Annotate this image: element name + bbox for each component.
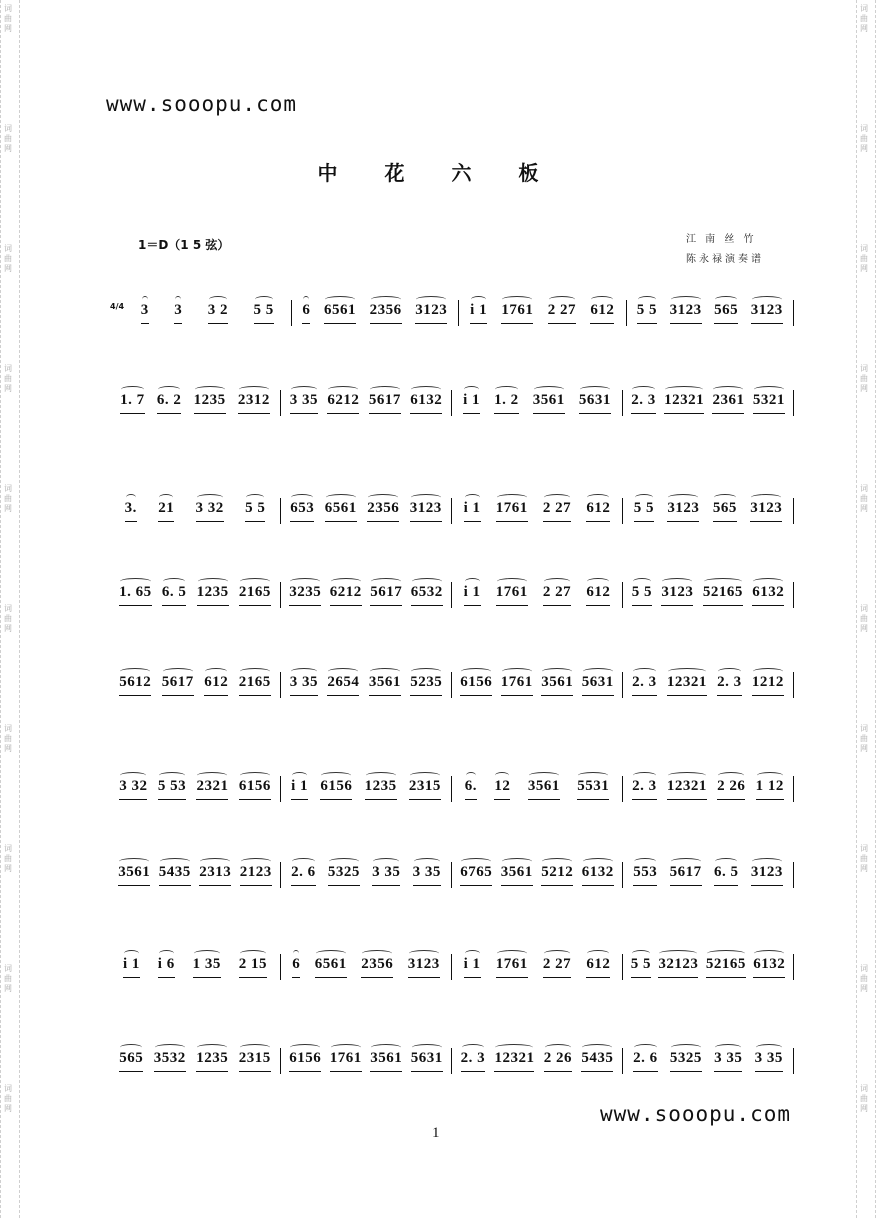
measure-group bbox=[110, 658, 794, 702]
barline bbox=[793, 1048, 794, 1074]
note-group: 5531 bbox=[577, 778, 609, 800]
note-group: 2 27 bbox=[543, 584, 571, 606]
watermark-label: 词 曲 网 bbox=[4, 964, 12, 993]
note-group: 1761 bbox=[330, 1050, 362, 1072]
notation-row bbox=[110, 940, 794, 984]
note-group: i 1 bbox=[464, 500, 481, 522]
measure bbox=[110, 568, 280, 612]
note-group: 6 bbox=[292, 956, 300, 978]
watermark-label: 词 曲 网 bbox=[860, 964, 868, 993]
note-group: 565 bbox=[713, 500, 737, 522]
note-group: 3 2 bbox=[208, 302, 228, 324]
measure bbox=[124, 286, 291, 330]
note-group: 32123 bbox=[658, 956, 698, 978]
note-group: 6132 bbox=[410, 392, 442, 414]
note-group: 2165 bbox=[239, 584, 271, 606]
barline bbox=[793, 954, 794, 980]
genre-credit: 江 南 丝 竹 bbox=[686, 234, 757, 245]
note-group: 52165 bbox=[703, 584, 743, 606]
note-group: 2 26 bbox=[717, 778, 745, 800]
page-number: 1 bbox=[432, 1125, 440, 1141]
note-group: 1761 bbox=[496, 956, 528, 978]
measure-group bbox=[110, 848, 794, 892]
barline bbox=[793, 582, 794, 608]
notation-row bbox=[110, 848, 794, 892]
measure bbox=[281, 1034, 451, 1078]
note-group: i 1 bbox=[291, 778, 308, 800]
note-group: 553 bbox=[633, 864, 657, 886]
note-group: 5325 bbox=[328, 864, 360, 886]
measure-group bbox=[110, 940, 794, 984]
note-group: 5 5 bbox=[634, 500, 654, 522]
measure-group bbox=[110, 376, 794, 420]
note-group: 3 35 bbox=[413, 864, 441, 886]
measure bbox=[110, 762, 280, 806]
note-group: 2321 bbox=[196, 778, 228, 800]
note-group: 2313 bbox=[199, 864, 231, 886]
note-group: 3123 bbox=[410, 500, 442, 522]
note-group: 6561 bbox=[325, 500, 357, 522]
score-title: 中 花 六 板 bbox=[317, 161, 559, 185]
time-signature: 4/4 bbox=[110, 302, 125, 311]
watermark-label: 词 曲 网 bbox=[4, 844, 12, 873]
watermark-label: 词 曲 网 bbox=[4, 4, 12, 33]
measure bbox=[110, 376, 280, 420]
measure bbox=[623, 848, 793, 892]
note-group: 1 12 bbox=[756, 778, 784, 800]
note-group: 5617 bbox=[370, 584, 402, 606]
note-group: 3 32 bbox=[119, 778, 147, 800]
note-group: 5435 bbox=[581, 1050, 613, 1072]
note-group: 5 5 bbox=[254, 302, 274, 324]
note-group: 2356 bbox=[370, 302, 402, 324]
key-signature: 1＝D（1 5 弦） bbox=[138, 238, 230, 252]
note-group: 1. 65 bbox=[119, 584, 152, 606]
note-group: 3 32 bbox=[196, 500, 224, 522]
notation-row bbox=[110, 658, 794, 702]
note-group: 3 35 bbox=[372, 864, 400, 886]
note-group: 2 27 bbox=[543, 500, 571, 522]
note-group: 5325 bbox=[670, 1050, 702, 1072]
measure bbox=[452, 658, 622, 702]
note-group: 3 35 bbox=[755, 1050, 783, 1072]
note-group: 3 35 bbox=[290, 674, 318, 696]
watermark-label: 词 曲 网 bbox=[4, 484, 12, 513]
note-group: 5321 bbox=[753, 392, 785, 414]
watermark-label: 词 曲 网 bbox=[4, 244, 12, 273]
note-group: i 1 bbox=[464, 584, 481, 606]
note-group: 3561 bbox=[501, 864, 533, 886]
note-group: 5612 bbox=[119, 674, 151, 696]
measure bbox=[452, 1034, 622, 1078]
note-group: 3235 bbox=[289, 584, 321, 606]
notation-row bbox=[110, 1034, 794, 1078]
measure bbox=[281, 376, 451, 420]
barline bbox=[793, 390, 794, 416]
note-group: 3561 bbox=[528, 778, 560, 800]
note-group: 6212 bbox=[330, 584, 362, 606]
note-group: 5435 bbox=[159, 864, 191, 886]
barline bbox=[793, 776, 794, 802]
note-group: 3123 bbox=[408, 956, 440, 978]
note-group: 5617 bbox=[670, 864, 702, 886]
note-group: 5212 bbox=[541, 864, 573, 886]
measure bbox=[281, 568, 451, 612]
note-group: 1235 bbox=[194, 392, 226, 414]
measure bbox=[452, 568, 622, 612]
note-group: 6. 2 bbox=[157, 392, 182, 414]
measure bbox=[623, 940, 793, 984]
note-group: 2. 3 bbox=[632, 778, 657, 800]
site-url-bottom: www.sooopu.com bbox=[600, 1102, 792, 1126]
note-group: 5617 bbox=[162, 674, 194, 696]
note-group: 2356 bbox=[367, 500, 399, 522]
note-group: 2 27 bbox=[548, 302, 576, 324]
note-group: 2. 3 bbox=[631, 392, 656, 414]
note-group: 1 35 bbox=[193, 956, 221, 978]
note-group: 3123 bbox=[670, 302, 702, 324]
note-group: 6156 bbox=[239, 778, 271, 800]
note-group: 2361 bbox=[712, 392, 744, 414]
barline bbox=[793, 498, 794, 524]
note-group: 6132 bbox=[753, 956, 785, 978]
note-group: 2356 bbox=[361, 956, 393, 978]
note-group: 5 5 bbox=[631, 956, 651, 978]
note-group: 5 5 bbox=[632, 584, 652, 606]
note-group: 565 bbox=[119, 1050, 143, 1072]
measure bbox=[110, 940, 280, 984]
note-group: 5631 bbox=[582, 674, 614, 696]
watermark-label: 词 曲 网 bbox=[4, 364, 12, 393]
watermark-label: 词 曲 网 bbox=[860, 724, 868, 753]
note-group: i 1 bbox=[463, 392, 480, 414]
measure bbox=[281, 762, 451, 806]
note-group: 2. 6 bbox=[633, 1050, 658, 1072]
notation-row bbox=[110, 286, 794, 330]
measure bbox=[110, 1034, 280, 1078]
note-group: 2 26 bbox=[544, 1050, 572, 1072]
measure bbox=[292, 286, 459, 330]
measure bbox=[281, 658, 451, 702]
note-group: 12 bbox=[494, 778, 510, 800]
note-group: 6132 bbox=[582, 864, 614, 886]
note-group: 12321 bbox=[667, 674, 707, 696]
measure bbox=[110, 658, 280, 702]
note-group: 1. 7 bbox=[120, 392, 145, 414]
note-group: i 6 bbox=[158, 956, 175, 978]
note-group: 2123 bbox=[240, 864, 272, 886]
note-group: 5 5 bbox=[245, 500, 265, 522]
note-group: 5235 bbox=[410, 674, 442, 696]
note-group: 12321 bbox=[664, 392, 704, 414]
note-group: 5 5 bbox=[637, 302, 657, 324]
note-group: 3 35 bbox=[714, 1050, 742, 1072]
measure bbox=[110, 848, 280, 892]
barline bbox=[793, 862, 794, 888]
watermark-label: 词 曲 网 bbox=[860, 1084, 868, 1113]
note-group: 5631 bbox=[411, 1050, 443, 1072]
note-group: 2312 bbox=[238, 392, 270, 414]
note-group: 52165 bbox=[706, 956, 746, 978]
note-group: 3561 bbox=[533, 392, 565, 414]
note-group: 3123 bbox=[415, 302, 447, 324]
note-group: 612 bbox=[204, 674, 228, 696]
watermark-label: 词 曲 网 bbox=[4, 724, 12, 753]
watermark-label: 词 曲 网 bbox=[860, 604, 868, 633]
note-group: 2. 6 bbox=[291, 864, 316, 886]
note-group: 3561 bbox=[541, 674, 573, 696]
measure bbox=[452, 848, 622, 892]
note-group: 6156 bbox=[460, 674, 492, 696]
note-group: 1. 2 bbox=[494, 392, 519, 414]
measure bbox=[452, 762, 622, 806]
note-group: 3123 bbox=[751, 302, 783, 324]
note-group: 6765 bbox=[460, 864, 492, 886]
measure-group bbox=[110, 568, 794, 612]
note-group: i 1 bbox=[470, 302, 487, 324]
note-group: 3561 bbox=[118, 864, 150, 886]
note-group: 1761 bbox=[496, 584, 528, 606]
measure-group bbox=[110, 762, 794, 806]
note-group: 6212 bbox=[327, 392, 359, 414]
note-group: 6. 5 bbox=[162, 584, 187, 606]
watermark-label: 词 曲 网 bbox=[860, 844, 868, 873]
measure-group bbox=[124, 286, 794, 330]
note-group: 2 15 bbox=[239, 956, 267, 978]
note-group: 3561 bbox=[369, 674, 401, 696]
note-group: 2. 3 bbox=[717, 674, 742, 696]
note-group: 612 bbox=[586, 956, 610, 978]
note-group: 3. bbox=[125, 500, 137, 522]
note-group: 6156 bbox=[289, 1050, 321, 1072]
note-group: 3 35 bbox=[290, 392, 318, 414]
measure bbox=[281, 848, 451, 892]
measure bbox=[281, 484, 451, 528]
note-group: 565 bbox=[714, 302, 738, 324]
note-group: 2315 bbox=[239, 1050, 271, 1072]
note-group: i 1 bbox=[123, 956, 140, 978]
note-group: 5617 bbox=[369, 392, 401, 414]
note-group: 3123 bbox=[661, 584, 693, 606]
site-url-top: www.sooopu.com bbox=[106, 92, 298, 116]
note-group: 1235 bbox=[197, 584, 229, 606]
note-group: 6561 bbox=[315, 956, 347, 978]
note-group: 6532 bbox=[411, 584, 443, 606]
notation-row bbox=[110, 376, 794, 420]
note-group: 6156 bbox=[320, 778, 352, 800]
note-group: 1235 bbox=[365, 778, 397, 800]
measure bbox=[452, 376, 622, 420]
note-group: 1761 bbox=[501, 302, 533, 324]
notation-row bbox=[110, 568, 794, 612]
measure bbox=[452, 940, 622, 984]
measure bbox=[623, 762, 793, 806]
measure bbox=[623, 1034, 793, 1078]
note-group: 653 bbox=[290, 500, 314, 522]
measure bbox=[110, 484, 280, 528]
note-group: 6132 bbox=[752, 584, 784, 606]
note-group: 2. 3 bbox=[461, 1050, 486, 1072]
measure-group bbox=[110, 484, 794, 528]
note-group: 2. 3 bbox=[632, 674, 657, 696]
watermark-label: 词 曲 网 bbox=[4, 1084, 12, 1113]
measure bbox=[623, 568, 793, 612]
barline bbox=[793, 300, 794, 326]
measure bbox=[627, 286, 794, 330]
note-group: 12321 bbox=[667, 778, 707, 800]
note-group: 6561 bbox=[324, 302, 356, 324]
note-group: 6 bbox=[302, 302, 310, 324]
note-group: 3123 bbox=[667, 500, 699, 522]
note-group: 21 bbox=[158, 500, 174, 522]
note-group: 3561 bbox=[370, 1050, 402, 1072]
note-group: 1212 bbox=[752, 674, 784, 696]
note-group: 3 bbox=[141, 302, 149, 324]
watermark-label: 词 曲 网 bbox=[4, 124, 12, 153]
note-group: 1761 bbox=[501, 674, 533, 696]
note-group: 1235 bbox=[196, 1050, 228, 1072]
measure bbox=[281, 940, 451, 984]
watermark-label: 词 曲 网 bbox=[860, 4, 868, 33]
watermark-label: 词 曲 网 bbox=[860, 484, 868, 513]
note-group: 6. bbox=[465, 778, 477, 800]
measure-group bbox=[110, 1034, 794, 1078]
watermark-label: 词 曲 网 bbox=[4, 604, 12, 633]
watermark-label: 词 曲 网 bbox=[860, 364, 868, 393]
note-group: 2654 bbox=[327, 674, 359, 696]
note-group: 2 27 bbox=[543, 956, 571, 978]
note-group: 1761 bbox=[496, 500, 528, 522]
note-group: 612 bbox=[586, 500, 610, 522]
note-group: 5 53 bbox=[158, 778, 186, 800]
note-group: 5631 bbox=[579, 392, 611, 414]
measure bbox=[623, 484, 793, 528]
watermark-label: 词 曲 网 bbox=[860, 124, 868, 153]
note-group: 2165 bbox=[239, 674, 271, 696]
note-group: i 1 bbox=[464, 956, 481, 978]
note-group: 6. 5 bbox=[714, 864, 739, 886]
measure bbox=[623, 376, 793, 420]
notation-row bbox=[110, 484, 794, 528]
note-group: 12321 bbox=[494, 1050, 534, 1072]
note-group: 3123 bbox=[750, 500, 782, 522]
notation-row bbox=[110, 762, 794, 806]
measure bbox=[623, 658, 793, 702]
arranger-credit: 陈永禄演奏谱 bbox=[686, 254, 764, 265]
measure bbox=[459, 286, 626, 330]
measure bbox=[452, 484, 622, 528]
note-group: 3123 bbox=[751, 864, 783, 886]
note-group: 3 bbox=[174, 302, 182, 324]
note-group: 2315 bbox=[409, 778, 441, 800]
note-group: 3532 bbox=[154, 1050, 186, 1072]
note-group: 612 bbox=[590, 302, 614, 324]
barline bbox=[793, 672, 794, 698]
watermark-label: 词 曲 网 bbox=[860, 244, 868, 273]
note-group: 612 bbox=[586, 584, 610, 606]
